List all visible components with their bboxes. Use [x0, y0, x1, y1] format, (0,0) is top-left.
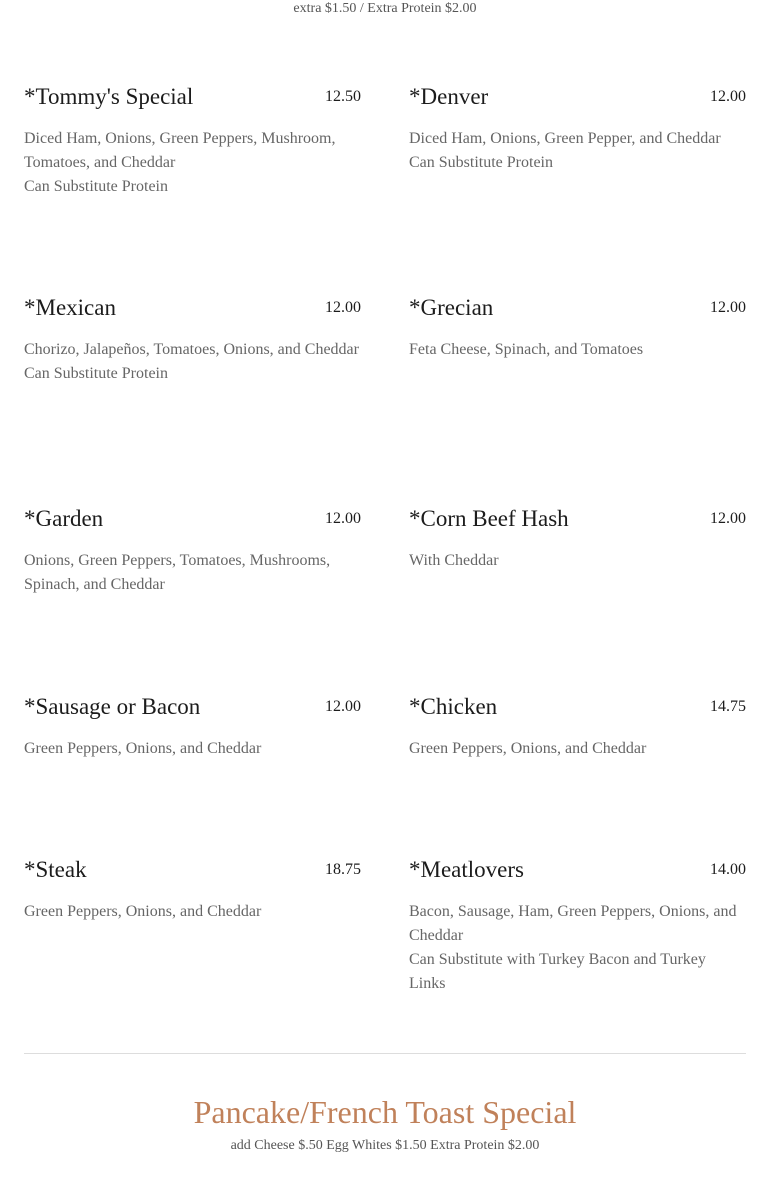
top-note: extra $1.50 / Extra Protein $2.00	[293, 1, 477, 16]
menu-item-name: *Sausage or Bacon	[24, 694, 201, 719]
menu-item-price: 18.75	[325, 861, 361, 878]
menu-item-name: *Mexican	[24, 295, 116, 320]
menu-item-price: 12.00	[710, 510, 746, 527]
menu-item-tommys-special	[24, 83, 361, 199]
menu-item-price: 12.50	[325, 88, 361, 105]
menu-item-denver	[409, 83, 746, 175]
menu-item-description	[24, 900, 361, 924]
description-line: Diced Ham, Onions, Green Pepper, and Cheddar	[409, 130, 721, 147]
description-line: Bacon, Sausage, Ham, Green Peppers, Onions, and Cheddar	[409, 903, 737, 944]
description-line: Onions, Green Peppers, Tomatoes, Mushrooms, Spinach, and Cheddar	[24, 552, 331, 593]
description-line: Green Peppers, Onions, and Cheddar	[24, 903, 262, 920]
menu-item-name: *Meatlovers	[409, 857, 524, 882]
menu-item-description	[24, 737, 361, 761]
menu-item-name: *Garden	[24, 506, 104, 531]
menu-item-name: *Denver	[409, 84, 489, 109]
menu-item-description	[409, 338, 746, 362]
section-divider	[24, 1053, 746, 1054]
menu-item-price: 12.00	[325, 299, 361, 316]
menu-item-description	[24, 127, 361, 199]
menu-item-price: 14.00	[710, 861, 746, 878]
menu-item-name: *Corn Beef Hash	[409, 506, 569, 531]
description-line: Can Substitute with Turkey Bacon and Turkey Links	[409, 951, 706, 992]
description-line: Can Substitute Protein	[24, 365, 168, 382]
menu-item-sausage-or-bacon	[24, 693, 361, 761]
menu-item-steak	[24, 856, 361, 924]
menu-item-name: *Steak	[24, 857, 87, 882]
menu-item-price: 12.00	[710, 299, 746, 316]
menu-item-price: 12.00	[710, 88, 746, 105]
menu-item-name: *Grecian	[409, 295, 494, 320]
menu-item-price: 12.00	[325, 698, 361, 715]
menu-item-price: 14.75	[710, 698, 746, 715]
description-line: Green Peppers, Onions, and Cheddar	[24, 740, 262, 757]
menu-item-description	[24, 549, 361, 597]
description-line: Chorizo, Jalapeños, Tomatoes, Onions, and Cheddar	[24, 341, 359, 358]
menu-item-description	[409, 737, 746, 761]
section-subtitle: add Cheese $.50 Egg Whites $1.50 Extra Protein $2.00	[230, 1138, 540, 1153]
section-title: Pancake/French Toast Special	[193, 1094, 577, 1130]
menu-item-chicken	[409, 693, 746, 761]
menu-item-corn-beef-hash	[409, 505, 746, 573]
description-line: Diced Ham, Onions, Green Peppers, Mushroom, Tomatoes, and Cheddar	[24, 130, 336, 171]
menu-item-description	[409, 127, 746, 175]
menu-item-description	[24, 338, 361, 386]
menu-item-mexican	[24, 294, 361, 386]
description-line: Can Substitute Protein	[24, 178, 168, 195]
menu-item-description	[409, 900, 746, 996]
menu-item-grecian	[409, 294, 746, 362]
description-line: Feta Cheese, Spinach, and Tomatoes	[409, 341, 644, 358]
description-line: Can Substitute Protein	[409, 154, 553, 171]
description-line: Green Peppers, Onions, and Cheddar	[409, 740, 647, 757]
description-line: With Cheddar	[409, 552, 499, 569]
menu-item-name: *Tommy's Special	[24, 84, 194, 109]
menu-item-garden	[24, 505, 361, 597]
menu-item-price: 12.00	[325, 510, 361, 527]
menu-item-description	[409, 549, 746, 573]
menu-item-name: *Chicken	[409, 694, 498, 719]
menu-item-meatlovers	[409, 856, 746, 996]
